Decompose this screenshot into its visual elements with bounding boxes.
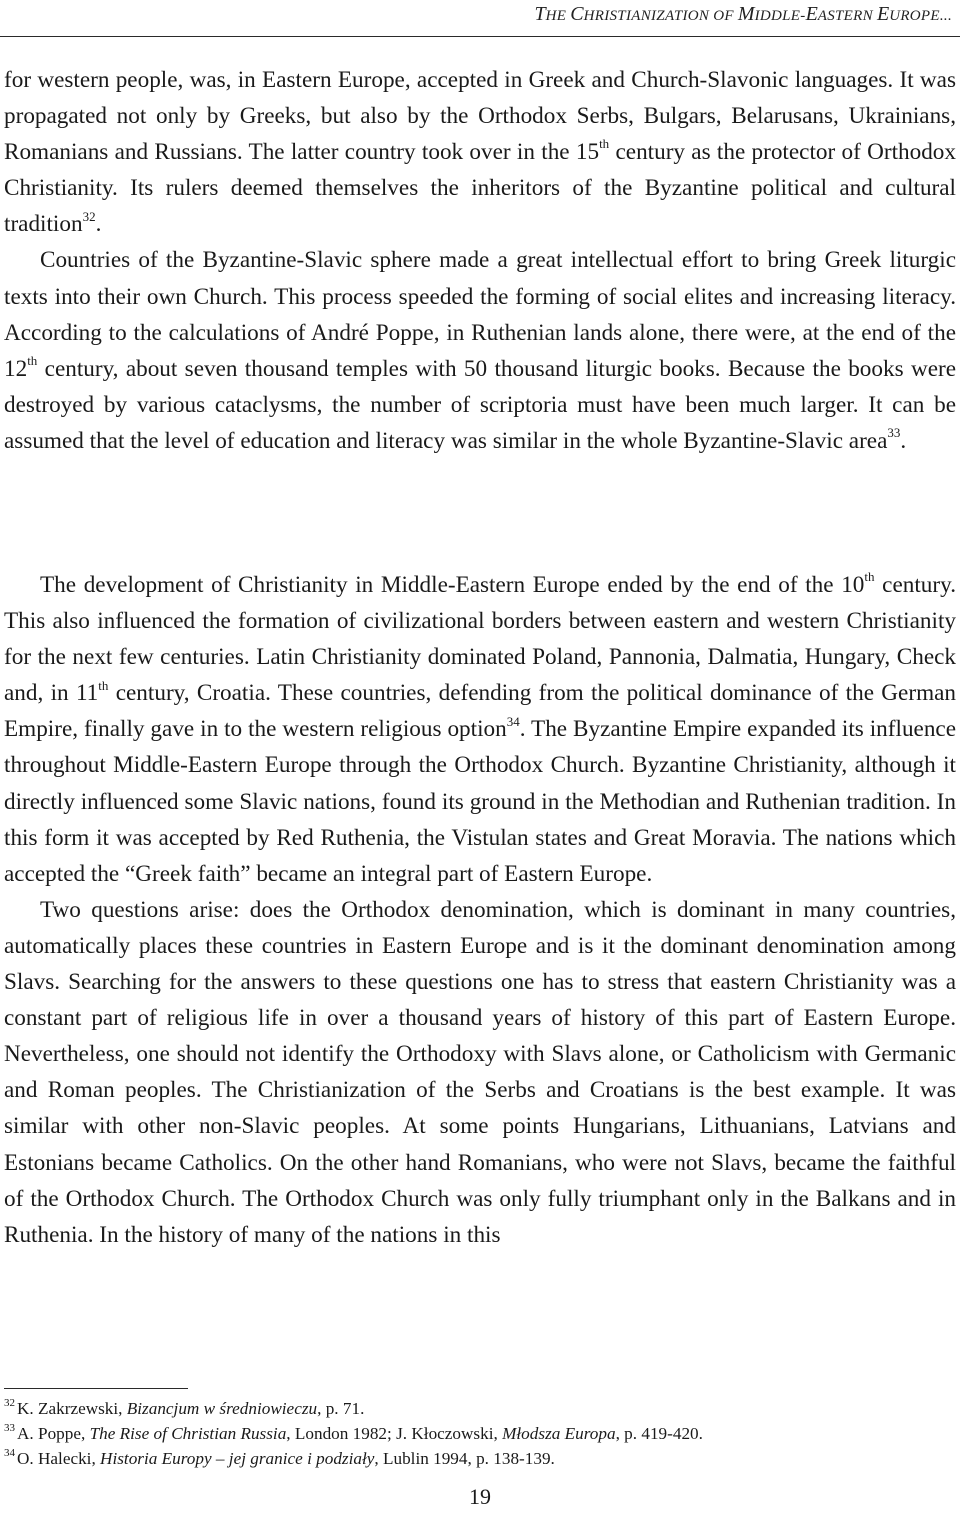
text-run: Countries of the Byzantine-Slavic sphere made a great intellectual effort to bring Greek liturgic texts into their own Church. This process speeded the forming of social elites and increasing literacy. According to the calculations of André Poppe, in Ruthenian lands alone, there were, at the end of the 12 — [4, 247, 956, 382]
footnote-number: 32 — [4, 1397, 15, 1410]
text-run: . The Byzantine Empire expanded its influence throughout Middle-Eastern Europe through the Orthodox Church. Byzantine Christianity, although it directly influenced some Slavic nations, found its ground in the Methodian and Ruthenian tradition. In this form it was accepted by Red Ruthenia, the Vistulan states and Great Moravia. The nations which accepted the “Greek faith” became an integral part of Eastern Europe. — [4, 716, 957, 887]
italic-text: Historia Europy – jej granice i podziały — [100, 1449, 375, 1468]
paragraph — [4, 242, 956, 459]
page-number: 19 — [469, 1484, 491, 1509]
running-head-part: ASTERN — [817, 8, 877, 24]
paragraph — [4, 62, 956, 242]
text-run: K. Zakrzewski, — [17, 1399, 127, 1418]
superscript: 34 — [506, 713, 520, 729]
text-run: , p. 71. — [317, 1399, 365, 1418]
text-run: for western people, was, in Eastern Europe, accepted in Greek and Church-Slavonic languages. It was propagated not only by Greeks, but also by the Orthodox Serbs, Bulgars, Belarusans, Ukrainians, Romanians and Russians. The latter country took over in the 15 — [4, 67, 956, 166]
text-run: , Lublin 1994, p. 138-139. — [374, 1449, 555, 1468]
text-run: , p. 419-420. — [615, 1424, 703, 1443]
text-run: A. Poppe, — [17, 1424, 90, 1443]
running-head-part: UROPE... — [889, 8, 952, 24]
text-run: . — [95, 211, 102, 238]
running-head-part: C — [570, 3, 584, 25]
body-text-lower — [4, 567, 956, 1253]
superscript: th — [864, 569, 875, 585]
footnotes — [4, 1396, 956, 1471]
text-run: , London 1982; J. Kłoczowski, — [286, 1424, 503, 1443]
superscript: th — [599, 136, 610, 152]
footnote-number: 33 — [4, 1422, 15, 1435]
footnote — [4, 1396, 956, 1421]
header-rule — [0, 36, 960, 37]
body-text-upper — [4, 62, 956, 459]
italic-text: The Rise of Christian Russia — [89, 1424, 287, 1443]
superscript: th — [27, 353, 38, 369]
running-head — [534, 3, 952, 26]
running-head-part: T — [534, 3, 546, 25]
footnote-rule — [4, 1388, 188, 1389]
running-head-part: HE — [545, 8, 571, 24]
paragraph — [4, 567, 956, 892]
footnote-number: 34 — [4, 1447, 15, 1460]
superscript: 32 — [82, 208, 96, 224]
text-run: O. Halecki, — [17, 1449, 101, 1468]
running-head-part: E — [876, 3, 890, 25]
footnote — [4, 1446, 956, 1471]
text-run: century as the protector of Orthodox Christianity. Its rulers deemed themselves the inheritors of the Byzantine political and cultural tradition — [4, 139, 956, 238]
text-run: century, about seven thousand temples with 50 thousand liturgic books. Because the books were destroyed by various cataclysms, the number of scriptoria must have been much larger. It can be assumed that the level of education and literacy was similar in the whole Byzantine-Slavic area — [4, 355, 956, 454]
text-run: . — [900, 427, 907, 454]
running-head-part: M — [737, 3, 755, 25]
footnote — [4, 1421, 956, 1446]
text-run: The development of Christianity in Middle-Eastern Europe ended by the end of the 10 — [40, 572, 865, 598]
running-head-part: IDDLE- — [754, 8, 806, 24]
text-run: Two questions arise: does the Orthodox denomination, which is dominant in many countries, automatically places these countries in Eastern Europe and is it the dominant denomination among Slavs. Searching for the answers to these questions one has to stress that eastern Christianity was a constant part of religious life in over a thousand years of history of this part of Eastern Europe. Nevertheless, one should not identify the Orthodoxy with Slavs alone, or Catholicism with Germanic and Roman peoples. The Christianization of the Serbs and Croatians is the best example. It was similar with other non-Slavic peoples. At some points Hungarians, Lithuanians, Latvians and Estonians became Catholics. On the other hand Romanians, who were not Slavs, became the faithful of the Orthodox Church. The Orthodox Church was only fully triumphant only in the Balkans and in Ruthenia. In the history of many of the nations in this — [4, 896, 956, 1248]
running-head-part: HRISTIANIZATION OF — [583, 8, 738, 24]
superscript: 33 — [887, 425, 901, 441]
italic-text: Bizancjum w średniowieczu — [126, 1399, 318, 1418]
running-head-part: E — [805, 3, 818, 25]
superscript: th — [98, 677, 109, 693]
italic-text: Młodsza Europa — [502, 1424, 616, 1443]
paragraph — [4, 892, 956, 1253]
text-run: century, Croatia. These countries, defending from the political dominance of the German Empire, finally gave in to the western religious option — [4, 680, 956, 743]
text-run: century. This also influenced the formation of civilizational borders between eastern and western Christianity for the next few centuries. Latin Christianity dominated Poland, Pannonia, Dalmatia, Hungary, Check and, in 11 — [4, 572, 956, 707]
